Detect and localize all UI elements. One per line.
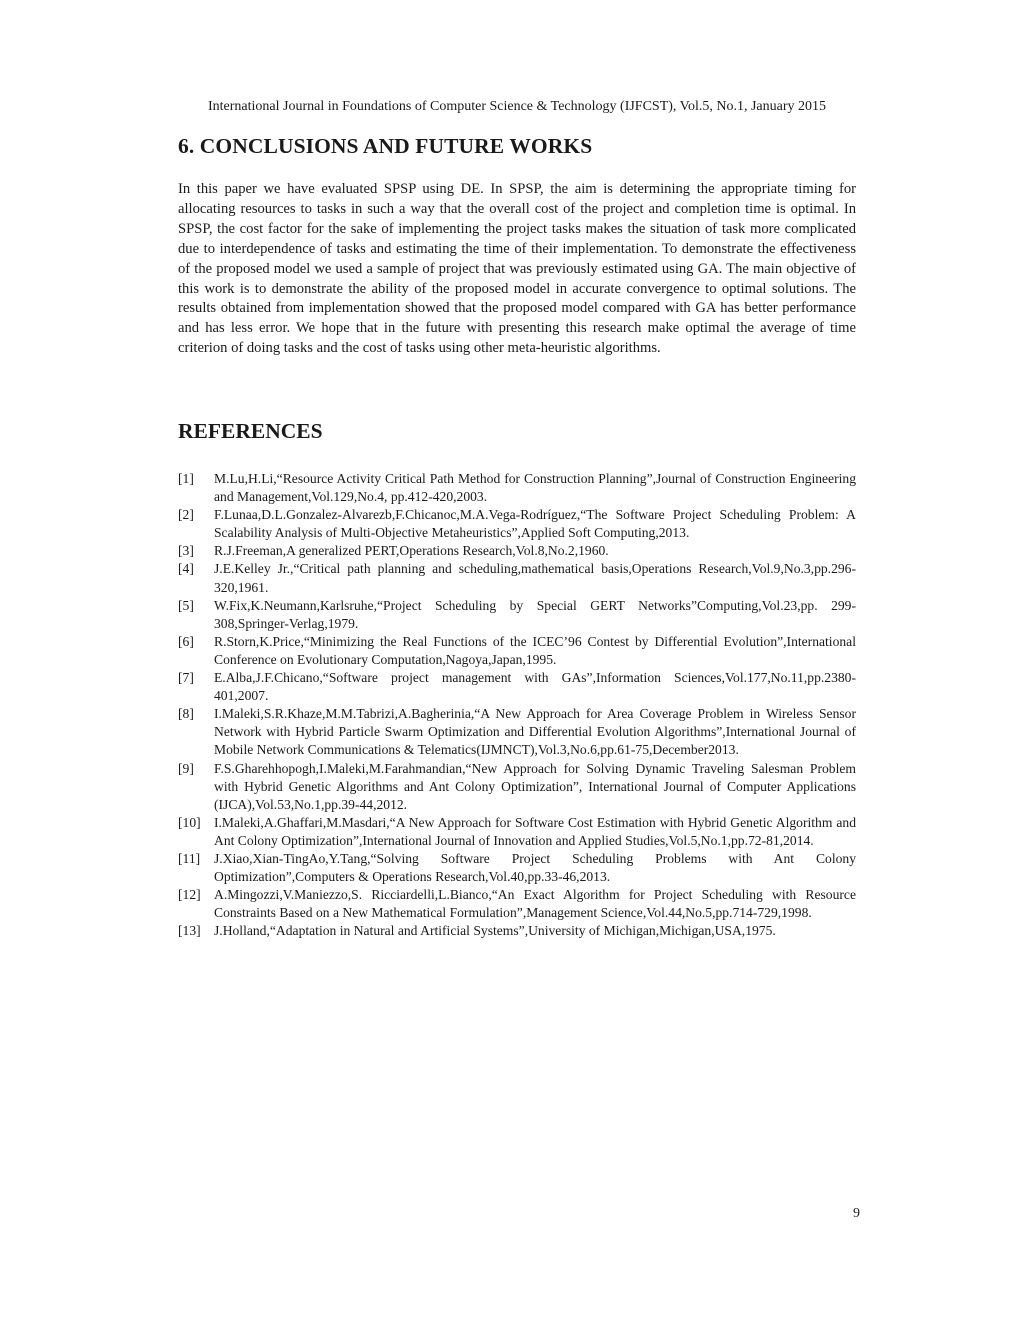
reference-list xyxy=(178,470,856,940)
reference-text: W.Fix,K.Neumann,Karlsruhe,“Project Scheduling by Special GERT Networks”Computing,Vol.23,pp. 299-308,Springer-Verlag,1979. xyxy=(214,597,856,631)
reference-text: R.J.Freeman,A generalized PERT,Operations Research,Vol.8,No.2,1960. xyxy=(214,543,609,559)
conclusions-paragraph: In this paper we have evaluated SPSP using DE. In SPSP, the aim is determining the appropriate timing for allocating resources to tasks in such a way that the overall cost of the project and completion time is optimal. In SPSP, the cost factor for the sake of implementing the project tasks makes the situation of task more complicated due to interdependence of tasks and estimating the time of their implementation. To demonstrate the effectiveness of the proposed model we used a sample of project that was previously estimated using GA. The main objective of this work is to demonstrate the ability of the proposed model in accurate convergence to optimal solutions. The results obtained from implementation showed that the proposed model compared with GA has better performance and has less error. We hope that in the future with presenting this research make optimal the average of time criterion of doing tasks and the cost of tasks using other meta-heuristic algorithms. xyxy=(178,181,856,357)
reference-number: [3] xyxy=(178,543,194,559)
page-number: 9 xyxy=(853,1206,860,1221)
reference-item xyxy=(178,470,856,506)
reference-item xyxy=(178,669,856,705)
reference-item xyxy=(178,760,856,814)
reference-number: [6] xyxy=(178,633,194,649)
reference-text: I.Maleki,S.R.Khaze,M.M.Tabrizi,A.Bagherinia,“A New Approach for Area Coverage Problem in Wireless Sensor Network with Hybrid Particle Swarm Optimization and Differential Evolution Algorithms”,International Journal of Mobile Network Communications & Telematics(IJMNCT),Vol.3,No.6,pp.61-75,December2013. xyxy=(214,706,856,758)
reference-item xyxy=(178,597,856,633)
reference-text: A.Mingozzi,V.Maniezzo,S. Ricciardelli,L.Bianco,“An Exact Algorithm for Project Scheduling with Resource Constraints Based on a New Mathematical Formulation”,Management Science,Vol.44,No.5,pp.714-729,1998. xyxy=(214,887,856,921)
reference-number: [4] xyxy=(178,561,194,577)
reference-number: [7] xyxy=(178,670,194,686)
reference-text: J.E.Kelley Jr.,“Critical path planning and scheduling,mathematical basis,Operations Research,Vol.9,No.3,pp.296-320,1961. xyxy=(214,561,856,595)
reference-text: I.Maleki,A.Ghaffari,M.Masdari,“A New Approach for Software Cost Estimation with Hybrid Genetic Algorithm and Ant Colony Optimization”,International Journal of Innovation and Applied Studies,Vol.5,No.1,pp.72-81,2014. xyxy=(214,814,856,848)
reference-text: J.Xiao,Xian-TingAo,Y.Tang,“Solving Software Project Scheduling Problems with Ant Colony Optimization”,Computers & Operations Research,Vol.40,pp.33-46,2013. xyxy=(214,850,856,885)
reference-text: M.Lu,H.Li,“Resource Activity Critical Path Method for Construction Planning”,Journal of Construction Engineering and Management,Vol.129,No.4, pp.412-420,2003. xyxy=(214,471,856,505)
reference-number: [10] xyxy=(178,814,201,830)
reference-number: [11] xyxy=(178,850,201,866)
reference-item xyxy=(178,850,856,886)
reference-item xyxy=(178,560,856,596)
reference-item xyxy=(178,633,856,669)
reference-item xyxy=(178,922,856,940)
reference-text: F.S.Gharehhopogh,I.Maleki,M.Farahmandian,“New Approach for Solving Dynamic Traveling Salesman Problem with Hybrid Genetic Algorithms and Ant Colony Optimization”, International Journal of Computer Applications (IJCA),Vol.53,No.1,pp.39-44,2012. xyxy=(214,760,856,812)
reference-number: [9] xyxy=(178,760,194,776)
reference-item xyxy=(178,506,856,542)
reference-text: F.Lunaa,D.L.Gonzalez-Alvarezb,F.Chicanoc,M.A.Vega-Rodríguez,“The Software Project Scheduling Problem: A Scalability Analysis of Multi-Objective Metaheuristics”,Applied Soft Computing,2013. xyxy=(214,507,856,541)
running-header: International Journal in Foundations of Computer Science & Technology (IJFCST), Vol.5, No.1, January 2015 xyxy=(207,99,827,114)
reference-number: [12] xyxy=(178,887,201,903)
reference-text: J.Holland,“Adaptation in Natural and Artificial Systems”,University of Michigan,Michigan,USA,1975. xyxy=(214,923,776,939)
reference-number: [8] xyxy=(178,706,194,722)
reference-number: [5] xyxy=(178,597,194,613)
reference-number: [13] xyxy=(178,923,201,939)
reference-number: [1] xyxy=(178,471,194,486)
reference-item xyxy=(178,886,856,922)
reference-number: [2] xyxy=(178,507,194,523)
reference-item xyxy=(178,705,856,759)
reference-item xyxy=(178,814,856,850)
reference-text: E.Alba,J.F.Chicano,“Software project management with GAs”,Information Sciences,Vol.177,No.11,pp.2380-401,2007. xyxy=(214,670,856,704)
reference-item xyxy=(178,542,856,560)
reference-text: R.Storn,K.Price,“Minimizing the Real Functions of the ICEC’96 Contest by Differential Evolution”,International Conference on Evolutionary Computation,Nagoya,Japan,1995. xyxy=(214,633,856,667)
references-heading: REFERENCES xyxy=(178,419,323,443)
section-heading-conclusions: 6. CONCLUSIONS AND FUTURE WORKS xyxy=(178,134,593,158)
